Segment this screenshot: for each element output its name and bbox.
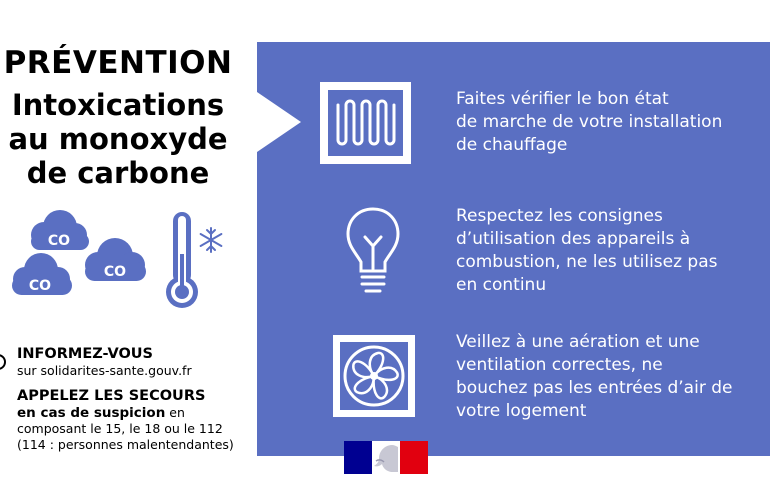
tip-line: Faites vérifier le bon état [456, 89, 669, 109]
tip-line: d’utilisation des appareils à [456, 229, 691, 249]
appelez-title: APPELEZ LES SECOURS [17, 388, 206, 404]
headline [0, 44, 236, 190]
tip-line: Respectez les consignes [456, 206, 663, 226]
cloud-icon [31, 210, 89, 250]
page-title [0, 88, 236, 190]
flag-blue [344, 441, 372, 474]
page-kicker: PRÉVENTION [3, 45, 233, 81]
tip-line: combustion, ne les utilisez pas [456, 252, 718, 272]
tip-line: Veillez à une aération et une [456, 332, 700, 352]
informez-section [0, 345, 250, 379]
informez-title: INFORMEZ-VOUS [17, 346, 153, 362]
panel-notch [257, 92, 301, 152]
republique-francaise-logo [344, 441, 428, 474]
title-line-1: Intoxications [11, 88, 225, 122]
co-illustration [8, 206, 238, 316]
appelez-section [0, 387, 250, 453]
snowflake-icon [201, 228, 222, 252]
flag-red [400, 441, 428, 474]
tip-line: de chauffage [456, 135, 568, 155]
tip-combustion [456, 205, 718, 297]
tip-line: de marche de votre installation [456, 112, 723, 132]
tip-line: bouchez pas les entrées d’air de [456, 378, 733, 398]
title-line-2: au monoxyde [8, 122, 228, 156]
cloud-icon [85, 238, 146, 281]
cloud-label: CO [103, 264, 127, 280]
info-block [0, 345, 250, 453]
thermometer-icon [166, 212, 198, 308]
fan-icon [331, 333, 417, 419]
cloud-icon [12, 253, 72, 295]
appelez-line-2: composant le 15, le 18 ou le 112 [17, 421, 223, 436]
tip-line: ventilation correctes, ne [456, 355, 663, 375]
radiator-icon [318, 80, 413, 166]
flag-white [372, 441, 400, 474]
appelez-line-1-rest: en [165, 405, 185, 420]
tip-line: en continu [456, 275, 547, 295]
tip-line: votre logement [456, 401, 587, 421]
appelez-emphasis: en cas de suspicion [17, 405, 166, 421]
informez-text: sur solidarites-sante.gouv.fr [17, 363, 192, 378]
tip-chauffage [456, 88, 722, 157]
appelez-line-3: (114 : personnes malentendantes) [17, 437, 234, 452]
cloud-label: CO [28, 278, 52, 294]
marianne-icon [372, 441, 400, 474]
tip-aeration [456, 331, 732, 423]
appelez-line-1 [17, 405, 250, 421]
title-line-3: de carbone [26, 156, 210, 190]
lightbulb-icon [343, 205, 403, 301]
info-circle-icon [0, 354, 6, 370]
cloud-label: CO [47, 233, 71, 249]
